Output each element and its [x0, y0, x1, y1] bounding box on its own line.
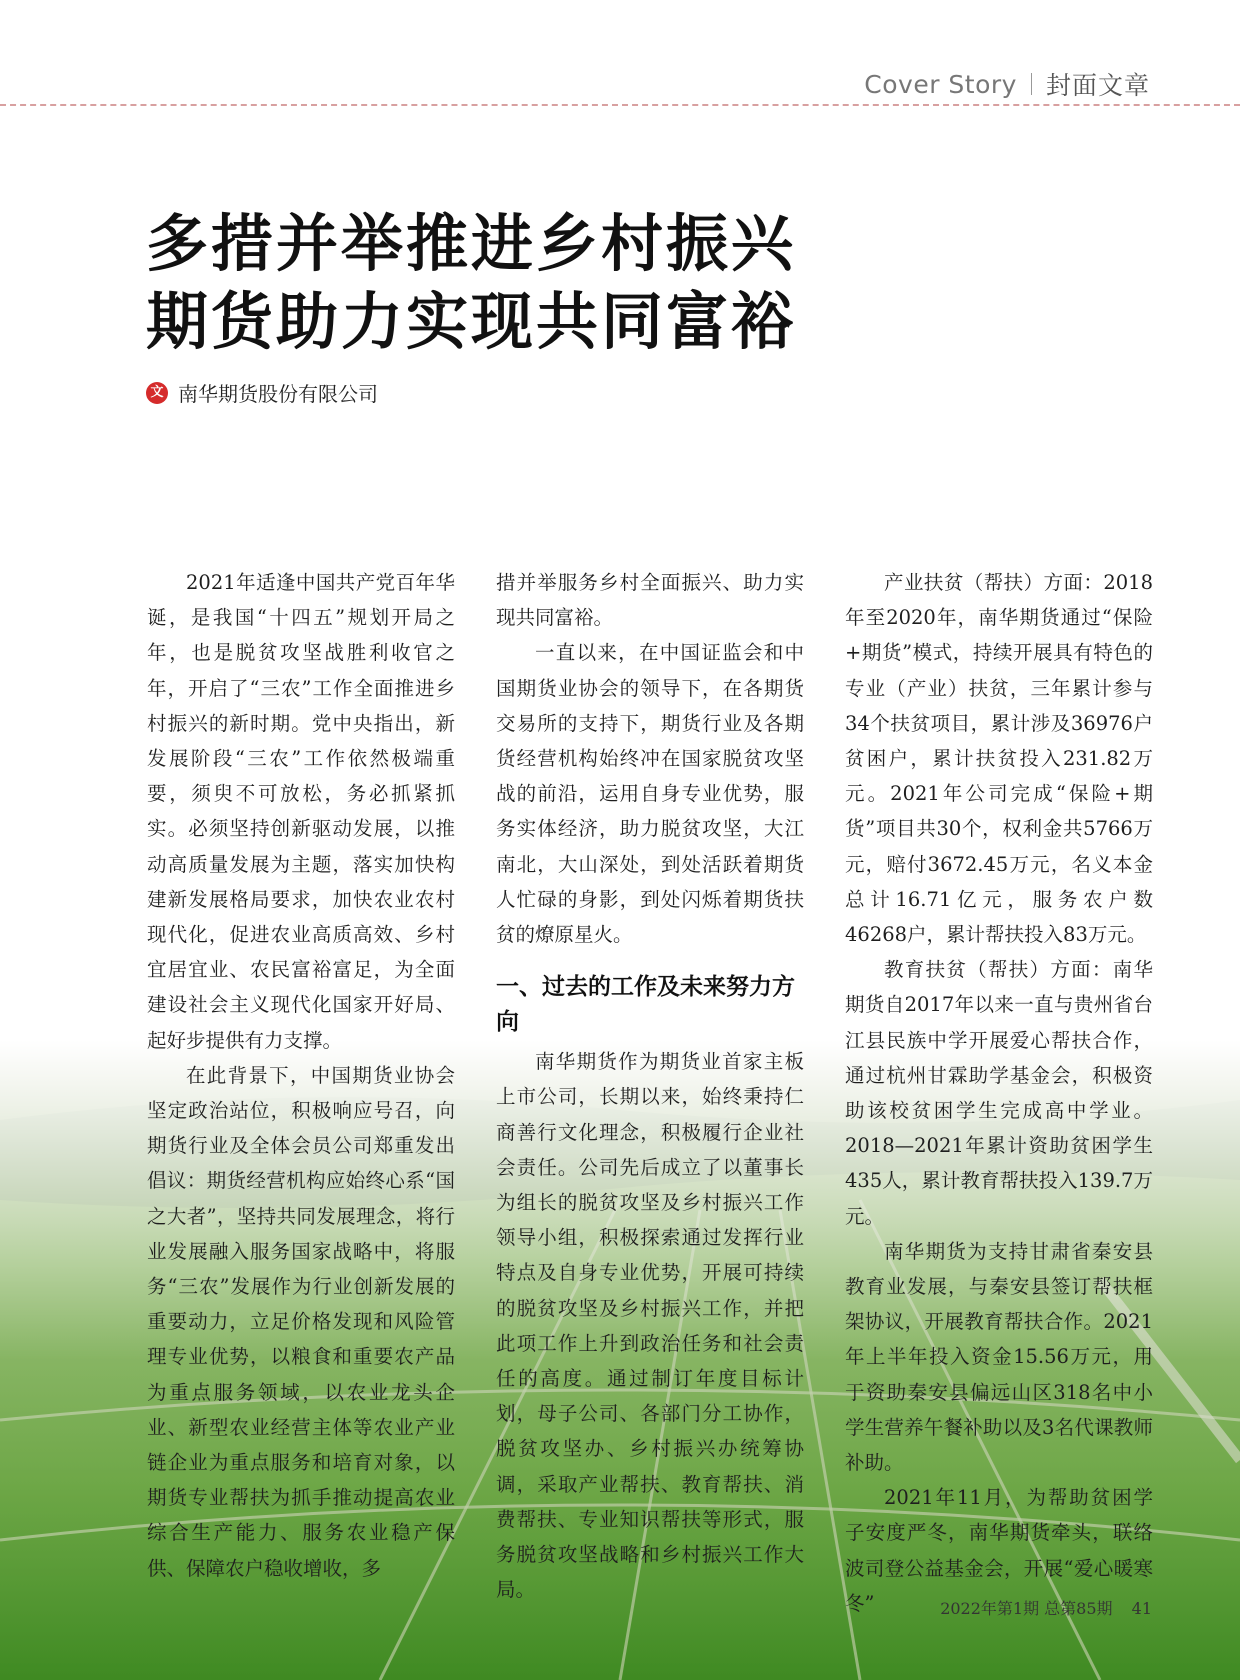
- paragraph: 南华期货作为期货业首家主板上市公司，长期以来，始终秉持仁商善行文化理念，积极履行企业社会责任。公司先后成立了以董事长为组长的脱贫攻坚及乡村振兴工作领导小组，积极探索通过发挥行业特点及自身专业优势，开展可持续的脱贫攻坚及乡村振兴工作，并把此项工作上升到政治任务和社会责任的高度。通过制订年度目标计划，母子公司、各部门分工协作，脱贫攻坚办、乡村振兴办统筹协调，采取产业帮扶、教育帮扶、消费帮扶、专业知识帮扶等形式，服务脱贫攻坚战略和乡村振兴工作大局。: [496, 1050, 804, 1602]
- issue-info: 2022年第1期 总第85期: [940, 1599, 1113, 1618]
- title-line-2: 期货助力实现共同富裕: [146, 285, 797, 358]
- paragraph: 南华期货为支持甘肃省秦安县教育业发展，与秦安县签订帮扶框架协议，开展教育帮扶合作。2021年上半年投入资金15.56万元，用于资助秦安县偏远山区318名中小学生营养午餐补助以及3名代课教师补助。: [845, 1239, 1153, 1475]
- paragraph: 在此背景下，中国期货业协会坚定政治站位，积极响应号召，向期货行业及全体会员公司郑重发出倡议：期货经营机构应始终心系“国之大者”，坚持共同发展理念，将行业发展融入服务国家战略中，将服务“三农”发展作为行业创新发展的重要动力，立足价格发现和风险管理专业优势，以粮食和重要农产品为重点服务领域，以农业龙头企业、新型农业经营主体等农业产业链企业为重点服务和培育对象，以期货专业帮扶为抓手推动提高农业综合生产能力、服务农业稳产保供、保障农户稳收增收，多: [147, 1063, 455, 1580]
- paragraph: 措并举服务乡村全面振兴、助力实现共同富裕。: [496, 571, 804, 630]
- paragraph: 2021年11月，为帮助贫困学子安度严冬，南华期货牵头，联络波司登公益基金会，开展“爱心暖寒冬”: [845, 1486, 1153, 1615]
- byline: [146, 378, 378, 407]
- page-number: 41: [1131, 1599, 1152, 1618]
- page-footer: [940, 1596, 1152, 1619]
- author-name: 南华期货股份有限公司: [178, 382, 378, 406]
- text-column-2: [496, 565, 804, 1607]
- section-label-en: Cover Story: [864, 69, 1017, 99]
- article-title: [146, 205, 796, 361]
- paragraph: 产业扶贫（帮扶）方面：2018年至2020年，南华期货通过“保险+期货”模式，持续开展具有特色的专业（产业）扶贫，三年累计参与34个扶贫项目，累计涉及36976户贫困户，累计扶贫投入231.82万元。2021年公司完成“保险+期货”项目共30个，权利金共5766万元，赔付3672.45万元，名义本金总计16.71亿元，服务农户数46268户，累计帮扶投入83万元。: [845, 571, 1153, 947]
- header-separator: [1031, 73, 1032, 95]
- header-dashed-divider: [0, 104, 1240, 106]
- section-header: [864, 66, 1150, 102]
- text-column-3: [845, 565, 1153, 1621]
- text-column-1: [147, 565, 455, 1586]
- author-badge-icon: 文: [146, 382, 168, 404]
- section-heading: 一、过去的工作及未来努力方向: [496, 974, 795, 1036]
- paragraph: 教育扶贫（帮扶）方面：南华期货自2017年以来一直与贵州省台江县民族中学开展爱心帮扶合作，通过杭州甘霖助学基金会，积极资助该校贫困学生完成高中学业。2018—2021年累计资助贫困学生435人，累计教育帮扶投入139.7万元。: [845, 958, 1153, 1228]
- paragraph: 一直以来，在中国证监会和中国期货业协会的领导下，在各期货交易所的支持下，期货行业及各期货经营机构始终冲在国家脱贫攻坚战的前沿，运用自身专业优势，服务实体经济，助力脱贫攻坚，大江南北，大山深处，到处活跃着期货人忙碌的身影，到处闪烁着期货扶贫的燎原星火。: [496, 641, 804, 947]
- paragraph: 2021年适逢中国共产党百年华诞，是我国“十四五”规划开局之年，也是脱贫攻坚战胜利收官之年，开启了“三农”工作全面推进乡村振兴的新时期。党中央指出，新发展阶段“三农”工作依然极端重要，须臾不可放松，务必抓紧抓实。必须坚持创新驱动发展，以推动高质量发展为主题，落实加快构建新发展格局要求，加快农业农村现代化，促进农业高质高效、乡村宜居宜业、农民富裕富足，为全面建设社会主义现代化国家开好局、起好步提供有力支撑。: [147, 571, 455, 1052]
- section-label-zh: 封面文章: [1045, 71, 1150, 100]
- title-line-1: 多措并举推进乡村振兴: [146, 207, 797, 280]
